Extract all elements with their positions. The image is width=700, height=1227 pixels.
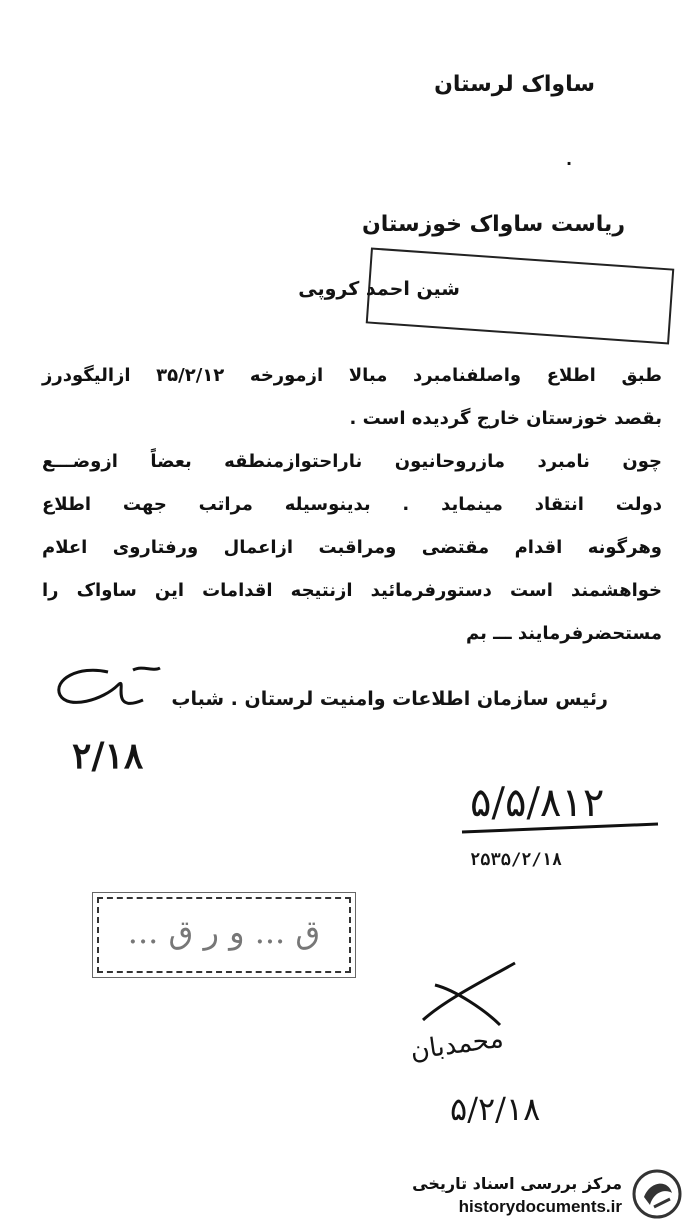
registration-number: ۵/۵/۸۱۲ — [470, 780, 605, 826]
body-line: بقصد خوزستان خارج گردیده است . — [349, 408, 662, 429]
handwritten-name: محمدبان — [408, 1023, 506, 1067]
handwritten-date-right: ۵/۲/۱۸ — [450, 1090, 541, 1128]
footer-org: مرکز بررسی اسناد تاریخی — [412, 1174, 622, 1193]
body-line: مستحضرفرمایند ـــ بم — [466, 623, 662, 644]
signature-scribble-right — [415, 955, 525, 1030]
header-office: ساواک لرستان — [434, 72, 595, 97]
body-line: دولت انتقاد مینماید . بدینوسیله مراتب جهت اطلاع — [42, 494, 662, 515]
handwritten-date-left: ۲/۱۸ — [72, 735, 144, 777]
registration-underline — [460, 818, 660, 838]
body-line: خواهشمند است دستورفرمائید ازنتیجه اقدامات این ساواک را — [42, 580, 662, 601]
body-text — [42, 354, 662, 655]
body-line: وهرگونه اقدام مقتضی ومراقبت ازاعمال ورفتاروی اعلام — [42, 537, 662, 558]
stamp-text: ق ... و ر ق ... — [127, 913, 321, 951]
small-mark: . — [566, 150, 573, 169]
signature-title: رئیس سازمان اطلاعات وامنیت لرستان . شباب — [171, 688, 608, 710]
body-line: طبق اطلاع واصلفنامبرد مبالا ازمورخه ۳۵/۲/۱۲ ازالیگودرز — [42, 365, 663, 386]
archive-logo-icon — [632, 1169, 682, 1219]
body-line: چون نامبرد مازروحانیون ناراحتوازمنطقه بعضاً ازوضـــع — [42, 451, 662, 472]
footer-url[interactable]: historydocuments.ir — [458, 1197, 622, 1216]
signature-scribble-left — [48, 660, 168, 740]
recipient: ریاست ساواک خوزستان — [361, 212, 625, 237]
subject: شین احمد کروپی — [298, 278, 460, 300]
stamp-box — [97, 897, 351, 973]
registration-date: ۲۵۳۵/۲/۱۸ — [470, 850, 563, 870]
